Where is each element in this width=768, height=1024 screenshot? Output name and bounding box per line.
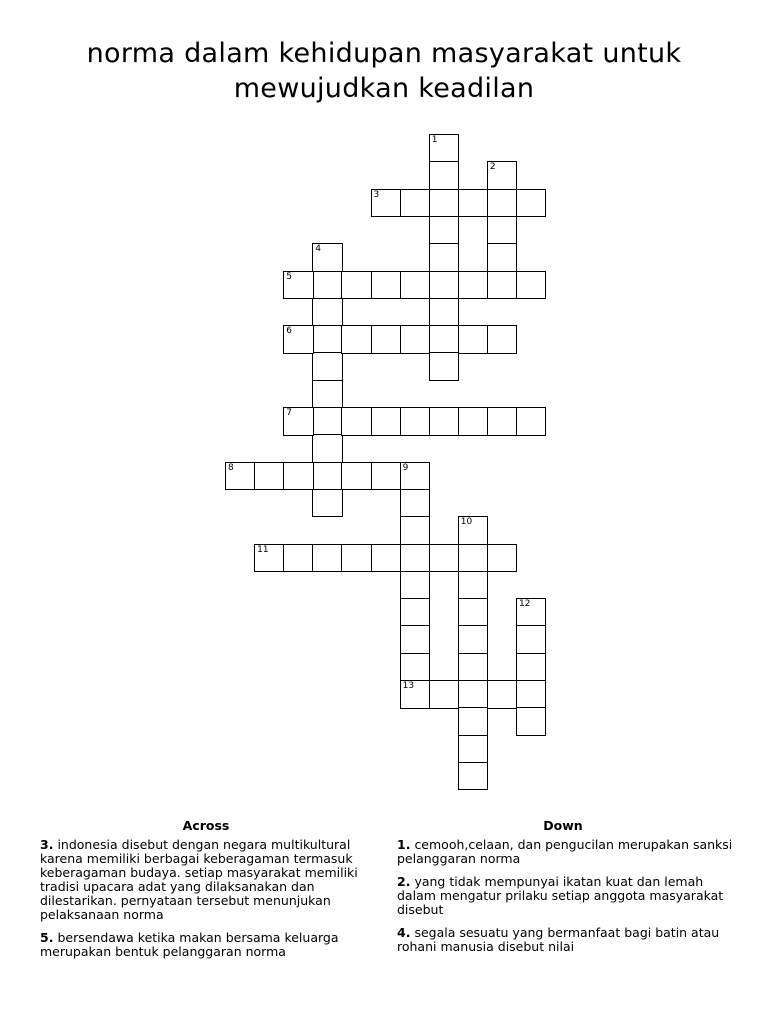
crossword-cell[interactable] — [516, 680, 546, 709]
crossword-cell[interactable] — [429, 544, 459, 573]
crossword-cell[interactable] — [458, 407, 488, 436]
cell-number: 5 — [286, 271, 292, 282]
cell-number: 3 — [373, 189, 380, 200]
crossword-cell[interactable] — [371, 325, 401, 354]
title-line-2: mewujudkan keadilan — [233, 73, 535, 104]
crossword-cell[interactable] — [312, 462, 342, 491]
crossword-cell[interactable] — [371, 271, 401, 300]
crossword-cell[interactable] — [312, 407, 342, 436]
crossword-cell[interactable] — [225, 462, 255, 491]
crossword-cell[interactable] — [254, 544, 284, 573]
crossword-cell[interactable] — [516, 271, 546, 300]
crossword-cell[interactable] — [371, 544, 401, 573]
crossword-cell[interactable] — [487, 544, 517, 573]
crossword-cell[interactable] — [458, 325, 488, 354]
crossword-cell[interactable] — [429, 407, 459, 436]
crossword-cell[interactable] — [400, 271, 430, 300]
across-heading: Across — [182, 818, 230, 833]
crossword-cell[interactable] — [312, 489, 342, 518]
clue-text: bersendawa ketika makan bersama keluarga merupakan bentuk pelanggaran norma — [40, 930, 339, 959]
crossword-cell[interactable] — [312, 544, 342, 573]
crossword-cell[interactable] — [458, 653, 488, 682]
crossword-cell[interactable] — [429, 161, 459, 190]
crossword-cell[interactable] — [371, 462, 401, 491]
crossword-cell[interactable] — [487, 189, 517, 218]
cell-number: 8 — [228, 462, 234, 473]
crossword-cell[interactable] — [312, 380, 342, 409]
crossword-cell[interactable] — [312, 243, 342, 272]
crossword-cell[interactable] — [487, 407, 517, 436]
crossword-cell[interactable] — [516, 625, 546, 654]
crossword-cell[interactable] — [400, 516, 430, 545]
cell-number: 1 — [431, 135, 438, 145]
clue-across-3 — [40, 838, 380, 922]
crossword-cell[interactable] — [312, 434, 342, 463]
crossword-cell[interactable] — [400, 189, 430, 218]
crossword-cell[interactable] — [283, 271, 313, 300]
crossword-cell[interactable] — [429, 298, 459, 327]
crossword-cell[interactable] — [312, 298, 342, 327]
crossword-cell[interactable] — [400, 462, 430, 491]
crossword-cell[interactable] — [429, 352, 459, 381]
down-clues — [397, 838, 737, 963]
crossword-cell[interactable] — [312, 271, 342, 300]
crossword-cell[interactable] — [487, 271, 517, 300]
clue-down-1 — [397, 838, 737, 866]
crossword-cell[interactable] — [341, 407, 371, 436]
down-heading: Down — [543, 818, 583, 833]
cell-number: 6 — [286, 326, 292, 337]
crossword-cell[interactable] — [400, 680, 430, 709]
cell-number: 9 — [402, 462, 409, 473]
crossword-cell[interactable] — [429, 243, 459, 272]
crossword-cell[interactable] — [458, 735, 488, 764]
crossword-cell[interactable] — [283, 544, 313, 573]
clue-number: 3. — [40, 837, 54, 852]
cell-number: 12 — [519, 599, 531, 610]
clue-text: cemooh,celaan, dan pengucilan merupakan sanksi pelanggaran norma — [397, 837, 733, 866]
crossword-cell[interactable] — [487, 161, 517, 190]
title-line-1: norma dalam kehidupan masyarakat untuk — [86, 38, 682, 69]
cell-number: 13 — [402, 681, 415, 691]
crossword-cell[interactable] — [400, 407, 430, 436]
crossword-cell[interactable] — [516, 653, 546, 682]
crossword-cell[interactable] — [458, 598, 488, 627]
cell-number: 11 — [257, 544, 269, 555]
crossword-cell[interactable] — [458, 571, 488, 600]
crossword-cell[interactable] — [283, 462, 313, 491]
cell-number: 7 — [286, 408, 292, 418]
crossword-cell[interactable] — [341, 325, 371, 354]
crossword-cell[interactable] — [429, 325, 459, 354]
cell-number: 10 — [460, 517, 473, 528]
clue-down-2 — [397, 875, 737, 917]
crossword-cell[interactable] — [516, 707, 546, 736]
crossword-cell[interactable] — [516, 598, 546, 627]
clue-number: 4. — [397, 925, 411, 940]
crossword-cell[interactable] — [487, 243, 517, 272]
crossword-cell[interactable] — [400, 489, 430, 518]
crossword-cell[interactable] — [429, 134, 459, 163]
clue-text: indonesia disebut dengan negara multikultural karena memiliki berbagai keberagaman termasuk keberagaman budaya. setiap masyarakat memiliki tradisi upacara adat yang dilaksanakan dan dilestarikan. pernyataan tersebut menunjukan pelaksanaan norma — [40, 837, 358, 922]
crossword-cell[interactable] — [371, 407, 401, 436]
clue-across-5 — [40, 931, 380, 959]
crossword-cell[interactable] — [458, 189, 488, 218]
cell-number: 2 — [489, 162, 496, 173]
crossword-cell[interactable] — [516, 407, 546, 436]
crossword-cell[interactable] — [487, 680, 517, 709]
crossword-cell[interactable] — [283, 407, 313, 436]
clue-down-4 — [397, 926, 737, 954]
crossword-cell[interactable] — [371, 189, 401, 218]
crossword-cell[interactable] — [458, 625, 488, 654]
crossword-cell[interactable] — [458, 271, 488, 300]
crossword-cell[interactable] — [429, 680, 459, 709]
crossword-cell[interactable] — [283, 325, 313, 354]
crossword-cell[interactable] — [429, 271, 459, 300]
crossword-cell[interactable] — [400, 544, 430, 573]
crossword-cell[interactable] — [429, 216, 459, 245]
clue-number: 1. — [397, 837, 411, 852]
crossword-cell[interactable] — [400, 625, 430, 654]
clue-number: 2. — [397, 874, 411, 889]
crossword-cell[interactable] — [341, 462, 371, 491]
crossword-cell[interactable] — [458, 707, 488, 736]
clue-number: 5. — [40, 930, 54, 945]
crossword-cell[interactable] — [312, 325, 342, 354]
crossword-cell[interactable] — [341, 544, 371, 573]
crossword-cell[interactable] — [400, 571, 430, 600]
clue-text: yang tidak mempunyai ikatan kuat dan lemah dalam mengatur prilaku setiap anggota masyarakat disebut — [397, 874, 724, 917]
clue-text: segala sesuatu yang bermanfaat bagi batin atau rohani manusia disebut nilai — [397, 925, 720, 954]
crossword-cell[interactable] — [487, 216, 517, 245]
crossword-cell[interactable] — [312, 352, 342, 381]
crossword-cell[interactable] — [254, 462, 284, 491]
crossword-cell[interactable] — [341, 271, 371, 300]
across-clues — [40, 838, 380, 968]
crossword-cell[interactable] — [400, 653, 430, 682]
crossword-cell[interactable] — [429, 189, 459, 218]
crossword-cell[interactable] — [458, 680, 488, 709]
crossword-cell[interactable] — [400, 598, 430, 627]
crossword-cell[interactable] — [458, 762, 488, 791]
crossword-cell[interactable] — [400, 325, 430, 354]
crossword-cell[interactable] — [516, 189, 546, 218]
crossword-cell[interactable] — [458, 544, 488, 573]
crossword-cell[interactable] — [458, 516, 488, 545]
crossword-cell[interactable] — [487, 325, 517, 354]
cell-number: 4 — [315, 244, 322, 255]
